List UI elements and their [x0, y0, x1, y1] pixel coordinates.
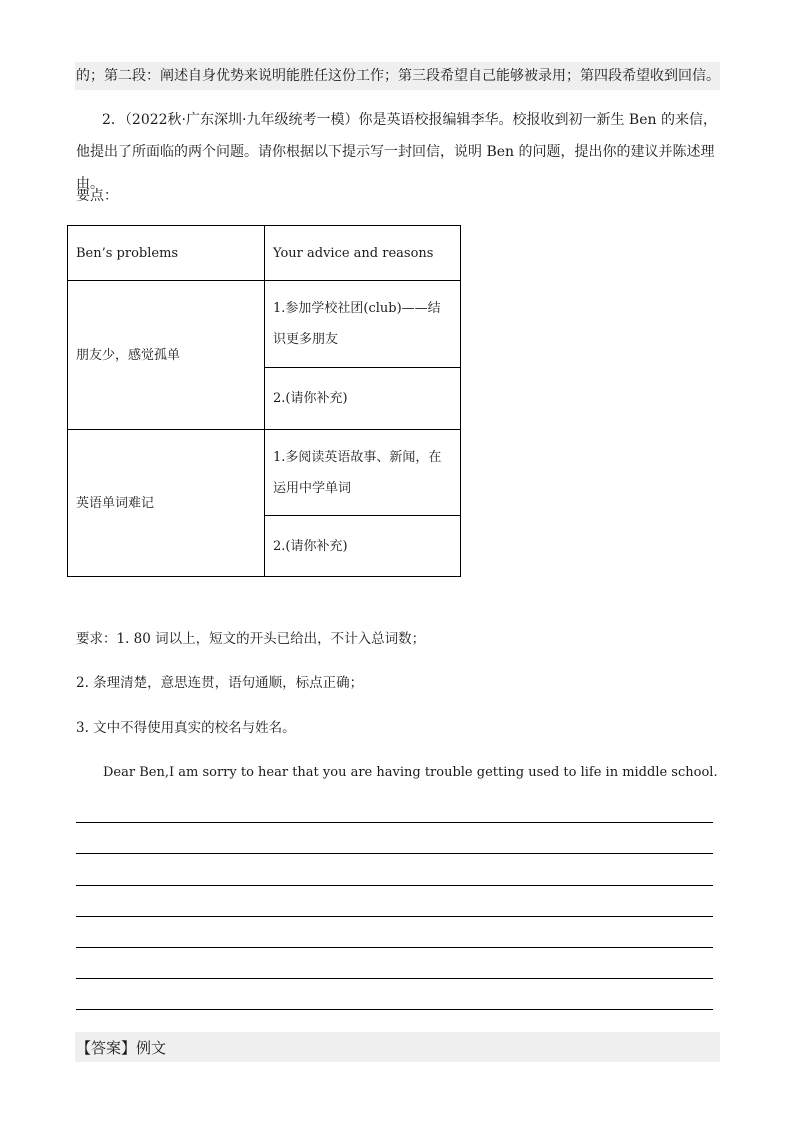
letter-opening: Dear Ben,I am sorry to hear that you are having trouble getting used to life in middle school.: [103, 765, 718, 780]
question-text: 你是英语校报编辑李华。校报收到初一新生 Ben 的来信，他提出了所面临的两个问题。请你根据以下提示写一封回信，说明 Ben 的问题，提出你的建议并陈述理由。: [76, 112, 717, 192]
points-table: [67, 225, 461, 577]
answer-label: 【答案】例文: [76, 1039, 167, 1057]
question-number: 2．: [102, 112, 125, 128]
writing-line: [76, 885, 713, 886]
header-advice: Your advice and reasons: [265, 226, 461, 281]
answer-shade: [75, 1032, 720, 1062]
question: [76, 104, 720, 200]
question-source: （2022秋·广东深圳·九年级统考一模）: [124, 112, 359, 128]
points-label: 要点：: [76, 188, 118, 204]
advice-cell: 1.多阅读英语故事、新闻，在运用中学单词: [265, 430, 461, 516]
advice-cell: 2.(请你补充): [265, 368, 461, 430]
writing-line: [76, 1009, 713, 1010]
writing-line: [76, 916, 713, 917]
problem-cell: 英语单词难记: [68, 430, 265, 577]
table-header-row: [68, 226, 461, 281]
requirement-2: 2. 条理清楚，意思连贯，语句通顺，标点正确；: [76, 675, 364, 691]
writing-line: [76, 822, 713, 823]
header-problems: Ben’s problems: [68, 226, 265, 281]
advice-cell: 2.(请你补充): [265, 516, 461, 577]
problem-cell: 朋友少，感觉孤单: [68, 281, 265, 430]
table-row: [68, 430, 461, 516]
writing-line: [76, 853, 713, 854]
requirement-3: 3. 文中不得使用真实的校名与姓名。: [76, 720, 296, 736]
advice-cell: 1.参加学校社团(club)——结识更多朋友: [265, 281, 461, 368]
writing-line: [76, 978, 713, 979]
requirement-1: 要求：1. 80 词以上，短文的开头已给出，不计入总词数；: [76, 631, 426, 647]
top-line: 的；第二段：阐述自身优势来说明能胜任这份工作；第三段希望自己能够被录用；第四段希望收到回信。: [76, 68, 720, 84]
table-row: [68, 281, 461, 368]
writing-line: [76, 947, 713, 948]
